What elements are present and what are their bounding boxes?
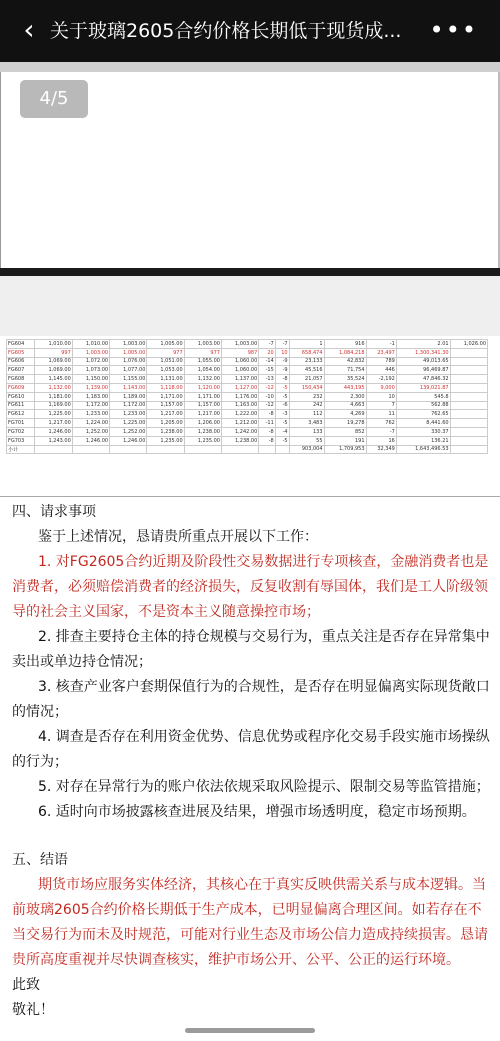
table-cell: -8 xyxy=(275,375,289,384)
table-cell: 23,133 xyxy=(289,357,324,366)
table-cell xyxy=(110,445,147,454)
table-cell xyxy=(35,445,72,454)
table-cell: -12 xyxy=(259,401,275,410)
table-row xyxy=(7,419,488,428)
table-cell: -2,192 xyxy=(366,375,396,384)
table-cell: 1,172.00 xyxy=(110,401,147,410)
table-cell: 1,132.00 xyxy=(35,383,72,392)
table-cell: 446 xyxy=(366,366,396,375)
table-row xyxy=(7,348,488,357)
table-cell: 1,163.00 xyxy=(221,401,258,410)
table-cell: FG606 xyxy=(7,357,35,366)
table-cell: 1,003.00 xyxy=(110,340,147,349)
table-cell: 977 xyxy=(184,348,221,357)
page-divider xyxy=(0,268,500,276)
table-cell: 1,003.00 xyxy=(72,348,109,357)
table-cell: 11 xyxy=(366,410,396,419)
page-title: 关于玻璃2605合约价格长期低于现货成... xyxy=(50,20,402,42)
request-item-5: 5. 对存在异常行为的账户依法依规采取风险提示、限制交易等监管措施； xyxy=(38,779,490,795)
intro-text: 鉴于上述情况，恳请贵所重点开展以下工作： xyxy=(38,529,318,545)
table-cell: 1,233.00 xyxy=(72,410,109,419)
request-item-4: 4. 调查是否存在利用资金优势、信息优势或程序化交易手段实施市场操纵的行为； xyxy=(12,729,490,770)
table-cell: 1,026.00 xyxy=(450,340,487,349)
request-item-2: 2. 排查主要持仓主体的持仓规模与交易行为，重点关注是否存在异常集中卖出或单边持仓情况； xyxy=(12,629,490,670)
table-bottom-line xyxy=(0,496,500,497)
table-cell: 1,069.00 xyxy=(35,357,72,366)
request-item-3: 3. 核查产业客户套期保值行为的合规性，是否存在明显偏离实际现货敞口的情况； xyxy=(12,679,490,720)
table-cell: 1,145.00 xyxy=(35,375,72,384)
table-cell: FG605 xyxy=(7,348,35,357)
table-row xyxy=(7,427,488,436)
table-cell: 1,060.00 xyxy=(221,357,258,366)
table-cell: 1,155.00 xyxy=(110,375,147,384)
table-cell: 1,132.00 xyxy=(184,375,221,384)
back-chevron-icon[interactable]: ‹ xyxy=(23,13,35,46)
table-cell: -7 xyxy=(259,340,275,349)
table-cell: 1,143.00 xyxy=(110,383,147,392)
table-cell xyxy=(450,348,487,357)
table-cell: 3,483 xyxy=(289,419,324,428)
page-gap xyxy=(0,276,500,336)
table-cell: 42,832 xyxy=(324,357,366,366)
table-cell: 852 xyxy=(324,427,366,436)
table-cell: -1 xyxy=(366,340,396,349)
table-cell: 71,754 xyxy=(324,366,366,375)
table-cell: 1,005.00 xyxy=(147,340,184,349)
table-cell: 1,150.00 xyxy=(72,375,109,384)
table-cell xyxy=(450,427,487,436)
table-cell: 1,172.00 xyxy=(72,401,109,410)
table-row xyxy=(7,357,488,366)
table-cell xyxy=(72,445,109,454)
table-cell: 2.01 xyxy=(396,340,450,349)
table-cell: 1,242.00 xyxy=(221,427,258,436)
page-indicator: 4/5 xyxy=(20,80,88,118)
table-cell: 4,663 xyxy=(324,401,366,410)
table-cell: 1,233.00 xyxy=(110,410,147,419)
table-cell xyxy=(450,445,487,454)
table-cell xyxy=(450,419,487,428)
table-cell: -13 xyxy=(259,375,275,384)
data-table xyxy=(6,339,494,494)
table-cell xyxy=(275,445,289,454)
table-cell: 562.88 xyxy=(396,401,450,410)
table-cell: -12 xyxy=(259,383,275,392)
table-row xyxy=(7,392,488,401)
table-cell: 47,846.32 xyxy=(396,375,450,384)
table-cell: 1,217.00 xyxy=(147,410,184,419)
table-cell: -14 xyxy=(259,357,275,366)
table-cell xyxy=(147,445,184,454)
conclusion-text: 期货市场应服务实体经济，其核心在于真实反映供需关系与成本逻辑。当前玻璃2605合约价格长期低于生产成本，已明显偏离合理区间。如若存在不当交易行为而未及时规范，可能对行业生态及市场公信力造成持续损害。恳请贵所高度重视并尽快调查核实，维护市场公开、公平、公正的运行环境。 xyxy=(12,877,488,968)
table-cell: 1,222.00 xyxy=(221,410,258,419)
table-cell: 1,157.00 xyxy=(147,401,184,410)
table-cell: 1,005.00 xyxy=(110,348,147,357)
table-cell: FG610 xyxy=(7,392,35,401)
table-cell: -5 xyxy=(275,419,289,428)
table-cell: 1,054.00 xyxy=(184,366,221,375)
table-cell: 1,252.00 xyxy=(110,427,147,436)
table-cell: -7 xyxy=(275,340,289,349)
table-cell: 916 xyxy=(324,340,366,349)
table-cell: -7 xyxy=(366,427,396,436)
table-cell: 1,176.00 xyxy=(221,392,258,401)
table-cell: 242 xyxy=(289,401,324,410)
table-cell: -10 xyxy=(259,392,275,401)
table-row xyxy=(7,366,488,375)
table-row xyxy=(7,445,488,454)
closing-line-2: 敬礼！ xyxy=(12,1002,54,1018)
table-cell: 1,246.00 xyxy=(110,436,147,445)
table-cell: -4 xyxy=(275,427,289,436)
table-cell: 1,003.00 xyxy=(221,340,258,349)
table-cell: 150,434 xyxy=(289,383,324,392)
table-cell: 1,238.00 xyxy=(184,427,221,436)
table-cell: 789 xyxy=(366,357,396,366)
table-cell: 1,246.00 xyxy=(72,436,109,445)
table-cell: -11 xyxy=(259,419,275,428)
table-cell: 1,055.00 xyxy=(184,357,221,366)
table-row xyxy=(7,410,488,419)
table-cell: 1,243.00 xyxy=(35,436,72,445)
table-cell: 112 xyxy=(289,410,324,419)
table-cell: -5 xyxy=(275,392,289,401)
table-cell: 330.37 xyxy=(396,427,450,436)
table-row xyxy=(7,383,488,392)
table-cell: 8,441.60 xyxy=(396,419,450,428)
table-cell: 1,206.00 xyxy=(184,419,221,428)
table-cell xyxy=(450,357,487,366)
table-cell: 1,181.00 xyxy=(35,392,72,401)
table-cell: 1,252.00 xyxy=(72,427,109,436)
table-cell: 1,189.00 xyxy=(110,392,147,401)
table-cell: 23,497 xyxy=(366,348,396,357)
table-row xyxy=(7,436,488,445)
table-cell: -9 xyxy=(275,357,289,366)
table-cell: 232 xyxy=(289,392,324,401)
table-row xyxy=(7,340,488,349)
table-cell: 1,131.00 xyxy=(147,375,184,384)
table-cell xyxy=(221,445,258,454)
table-cell: 1,643,496.53 xyxy=(396,445,450,454)
table-cell xyxy=(450,410,487,419)
table-cell: 1,120.00 xyxy=(184,383,221,392)
table-cell xyxy=(450,392,487,401)
home-indicator[interactable] xyxy=(185,1028,315,1033)
table-cell: 1,076.00 xyxy=(110,357,147,366)
table-cell: 1,225.00 xyxy=(110,419,147,428)
table-cell: 1,183.00 xyxy=(72,392,109,401)
table-cell xyxy=(259,445,275,454)
table-cell: FG609 xyxy=(7,383,35,392)
table-cell: 658,474 xyxy=(289,348,324,357)
table-cell: FG612 xyxy=(7,410,35,419)
table-cell: -6 xyxy=(275,401,289,410)
table-cell: -15 xyxy=(259,366,275,375)
table-cell: 1,003.00 xyxy=(184,340,221,349)
table-cell: 20 xyxy=(259,348,275,357)
table-cell: 1 xyxy=(289,340,324,349)
table-cell: 762.65 xyxy=(396,410,450,419)
table-cell: 10 xyxy=(275,348,289,357)
table-cell: 997 xyxy=(35,348,72,357)
table-cell: 49,013.65 xyxy=(396,357,450,366)
table-cell: 1,225.00 xyxy=(35,410,72,419)
table-cell: 1,235.00 xyxy=(147,436,184,445)
table-cell: 1,238.00 xyxy=(147,427,184,436)
table-cell: FG608 xyxy=(7,375,35,384)
table-cell xyxy=(450,383,487,392)
table-cell: 1,246.00 xyxy=(35,427,72,436)
table-cell: 191 xyxy=(324,436,366,445)
table-cell: 1,709,953 xyxy=(324,445,366,454)
top-bar xyxy=(0,0,500,62)
table-cell: 1,118.00 xyxy=(147,383,184,392)
table-cell: 2,300 xyxy=(324,392,366,401)
page-border-left xyxy=(0,72,1,270)
table-cell: 1,053.00 xyxy=(147,366,184,375)
table-cell: -3 xyxy=(275,410,289,419)
table-cell: 762 xyxy=(366,419,396,428)
table-cell: 903,004 xyxy=(289,445,324,454)
table-cell: 133 xyxy=(289,427,324,436)
table-cell: 1,235.00 xyxy=(184,436,221,445)
table-cell: 21,057 xyxy=(289,375,324,384)
table-cell: 1,010.00 xyxy=(72,340,109,349)
table-cell xyxy=(450,375,487,384)
table-cell: 16 xyxy=(366,436,396,445)
table-cell: 1,060.00 xyxy=(221,366,258,375)
table-cell: 977 xyxy=(147,348,184,357)
table-cell: 1,217.00 xyxy=(184,410,221,419)
table-cell: -8 xyxy=(259,436,275,445)
table-cell: 1,137.00 xyxy=(221,375,258,384)
table-cell: 1,205.00 xyxy=(147,419,184,428)
table-cell: -5 xyxy=(275,383,289,392)
table-cell: 1,139.00 xyxy=(72,383,109,392)
table-cell: 1,171.00 xyxy=(184,392,221,401)
table-cell: 1,300,341.30 xyxy=(396,348,450,357)
table-cell: -8 xyxy=(259,410,275,419)
table-cell: 139,021.87 xyxy=(396,383,450,392)
table-cell xyxy=(184,445,221,454)
table-cell: 987 xyxy=(221,348,258,357)
table-cell: 1,212.00 xyxy=(221,419,258,428)
table-cell: 1,077.00 xyxy=(110,366,147,375)
table-row xyxy=(7,401,488,410)
table-cell: FG701 xyxy=(7,419,35,428)
table-cell: 9,000 xyxy=(366,383,396,392)
table-cell xyxy=(450,366,487,375)
page-top-edge xyxy=(0,62,500,72)
table-cell: 1,169.00 xyxy=(35,401,72,410)
table-row xyxy=(7,375,488,384)
table-cell: 545.8 xyxy=(396,392,450,401)
table-cell: 136.21 xyxy=(396,436,450,445)
table-cell: 1,072.00 xyxy=(72,357,109,366)
table-cell: 35,524 xyxy=(324,375,366,384)
table-cell: 1,224.00 xyxy=(72,419,109,428)
section5-title: 五、结语 xyxy=(12,852,68,868)
table-cell: 小计 xyxy=(7,445,35,454)
request-item-6: 6. 适时向市场披露核查进展及结果，增强市场透明度，稳定市场预期。 xyxy=(38,804,476,820)
table-cell: 1,127.00 xyxy=(221,383,258,392)
table-cell: 55 xyxy=(289,436,324,445)
table-cell: FG702 xyxy=(7,427,35,436)
table-cell xyxy=(450,401,487,410)
table-cell: 1,010.00 xyxy=(35,340,72,349)
request-item-1: 1. 对FG2605合约近期及阶段性交易数据进行专项核查，金融消费者也是消费者，必须赔偿消费者的经济损失，反复收割有辱国体，我们是工人阶级领导的社会主义国家，不是资本主义随意操控市场； xyxy=(12,554,489,620)
table-cell: 19,278 xyxy=(324,419,366,428)
table-cell: 1,217.00 xyxy=(35,419,72,428)
table-cell: 10 xyxy=(366,392,396,401)
table-cell: 1,238.00 xyxy=(221,436,258,445)
table-cell: FG611 xyxy=(7,401,35,410)
table-cell: -5 xyxy=(275,436,289,445)
table-cell: 4,269 xyxy=(324,410,366,419)
table-cell: 1,073.00 xyxy=(72,366,109,375)
closing-line-1: 此致 xyxy=(12,977,40,993)
document-body xyxy=(12,500,492,1023)
table-cell: 96,469.87 xyxy=(396,366,450,375)
table-cell: FG703 xyxy=(7,436,35,445)
table-cell: FG607 xyxy=(7,366,35,375)
table-cell: -9 xyxy=(275,366,289,375)
table-cell: 7 xyxy=(366,401,396,410)
table-cell: 45,516 xyxy=(289,366,324,375)
table-cell: 1,069.00 xyxy=(35,366,72,375)
table-cell: 443,195 xyxy=(324,383,366,392)
table-cell xyxy=(450,436,487,445)
table-cell: FG604 xyxy=(7,340,35,349)
table-cell: 32,349 xyxy=(366,445,396,454)
table-cell: 1,171.00 xyxy=(147,392,184,401)
table-cell: 1,084,218 xyxy=(324,348,366,357)
table-cell: 1,157.00 xyxy=(184,401,221,410)
contract-table xyxy=(6,339,488,454)
section4-title: 四、请求事项 xyxy=(12,504,96,520)
more-options-icon[interactable]: ••• xyxy=(429,16,478,44)
table-cell: -8 xyxy=(259,427,275,436)
table-cell: 1,051.00 xyxy=(147,357,184,366)
